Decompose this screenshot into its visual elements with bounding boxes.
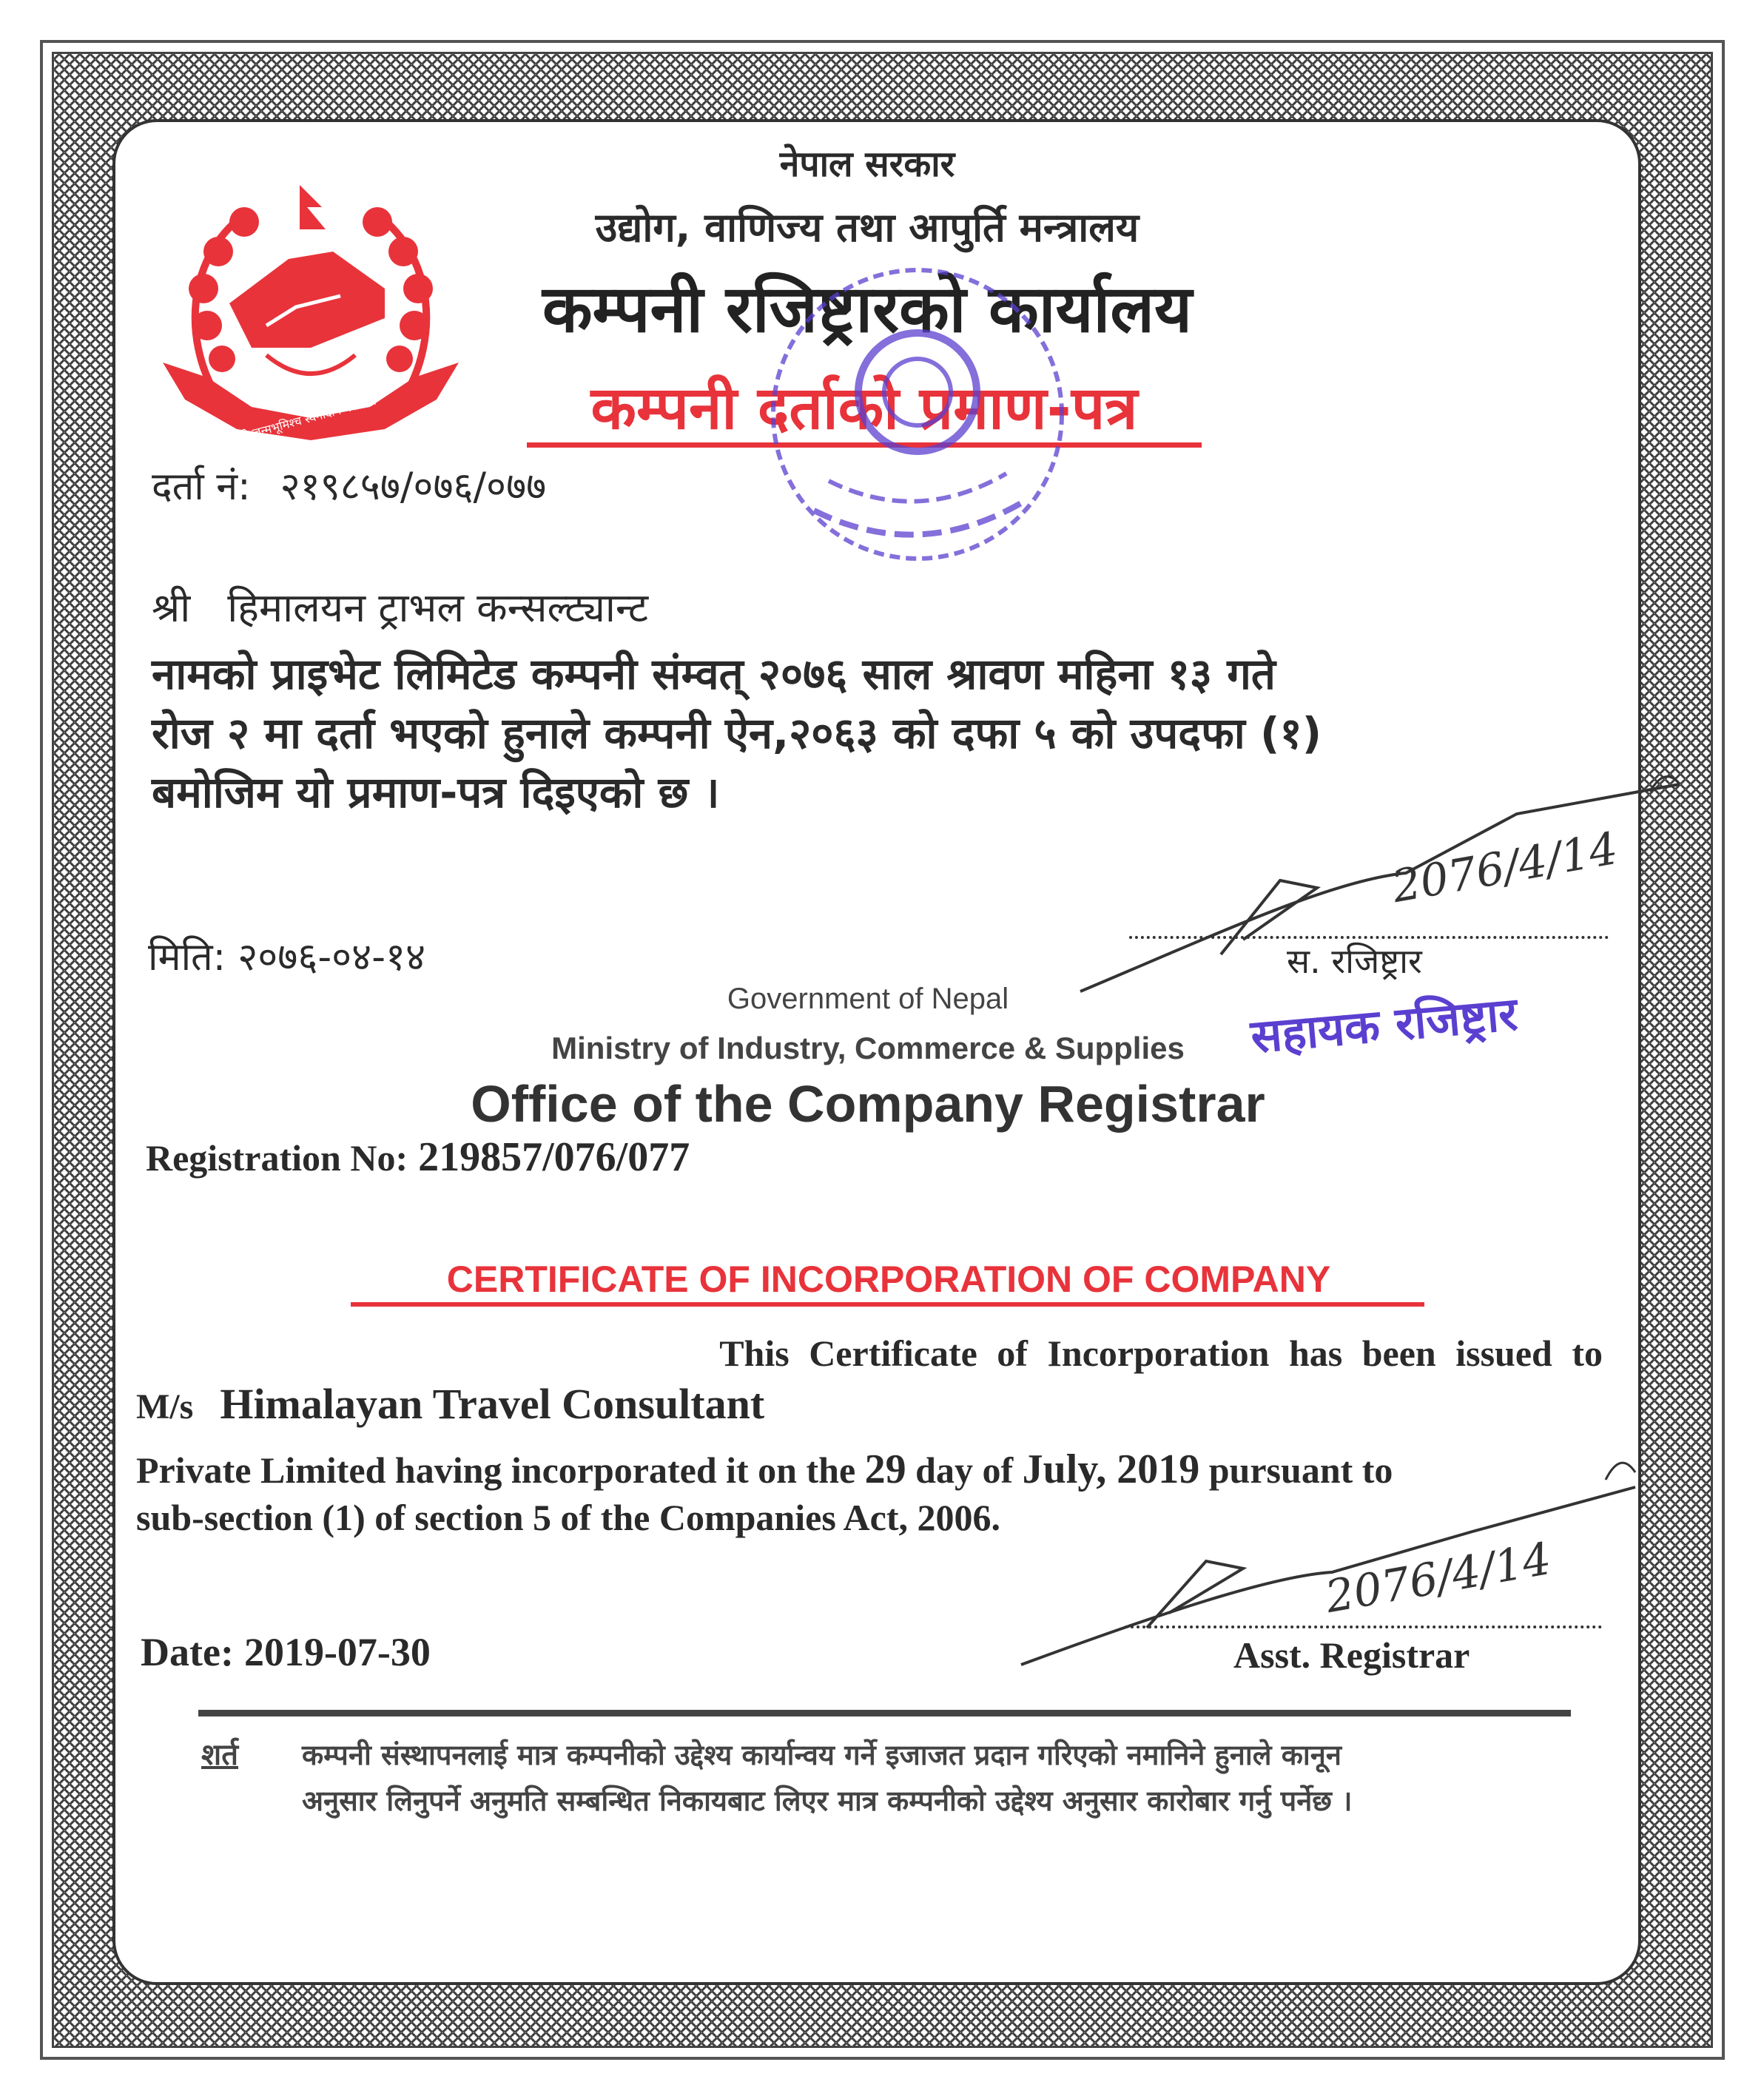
nepali-registration-row	[152, 466, 546, 508]
registrar-stamp: सहायक रजिष्ट्रार	[1248, 986, 1520, 1064]
english-office-heading: Office of the Company Registrar	[471, 1075, 1265, 1133]
english-name-row	[136, 1381, 764, 1428]
nepali-registration-label: दर्ता नं:	[152, 465, 251, 509]
nepali-body-line-3: बमोजिम यो प्रमाण-पत्र दिइएको छ ।	[152, 767, 720, 818]
body-text-b: day of	[915, 1449, 1014, 1491]
nepali-certificate-title: कम्पनी दर्ताको प्रमाण-पत्र	[590, 374, 1138, 442]
body-text-a: Private Limited having incorporated it on the	[136, 1449, 856, 1491]
english-ministry-heading: Ministry of Industry, Commerce & Supplies	[551, 1031, 1185, 1065]
conditions-label: शर्त	[201, 1738, 238, 1772]
bottom-signature-line	[1125, 1625, 1602, 1628]
english-date-row	[141, 1631, 431, 1674]
nepali-shri: श्री	[152, 584, 191, 631]
issued-to-text: This Certificate of Incorporation has been issued to	[719, 1332, 1603, 1374]
conditions-line-1: कम्पनी संस्थापनलाई मात्र कम्पनीको उद्देश्य कार्यान्वय गर्ने इजाजत प्रदान गरिएको नमानिने हुनाले कानून	[302, 1739, 1341, 1771]
emblem-motto: जननी जन्मभूमिश्च स्वर्गादपि गरीयसी	[223, 393, 378, 448]
nepali-office-heading: कम्पनी रजिष्ट्रारको कार्यालय	[542, 271, 1193, 347]
office-seal-stamp-icon	[762, 259, 1073, 570]
english-date: 2019-07-30	[243, 1630, 431, 1674]
nepali-ministry-heading: उद्योग, वाणिज्य तथा आपुर्ति मन्त्रालय	[595, 204, 1139, 251]
english-date-label: Date:	[141, 1630, 234, 1674]
body-text-c: pursuant to	[1208, 1449, 1393, 1491]
nepali-company-name: हिमालयन ट्राभल कन्सल्ट्यान्ट	[227, 584, 649, 631]
nepali-government-heading: नेपाल सरकार	[779, 144, 955, 185]
nepali-registration-number: २१९८५७/०७६/०७७	[280, 465, 547, 509]
english-body-line-2: sub-section (1) of section 5 of the Companies Act, 2006.	[136, 1497, 1000, 1538]
english-company-name: Himalayan Travel Consultant	[220, 1380, 765, 1428]
nepali-name-row	[152, 586, 648, 630]
english-certificate-title: CERTIFICATE OF INCORPORATION OF COMPANY	[446, 1259, 1331, 1300]
nepali-registrar-title: स. रजिष्ट्रार	[1287, 941, 1422, 981]
english-registration-row	[146, 1135, 690, 1181]
top-signature-line	[1129, 936, 1609, 939]
english-registrar-title: Asst. Registrar	[1233, 1634, 1470, 1676]
nepali-date: २०७६-०४-१४	[238, 935, 426, 980]
bottom-handwritten-date: 2076/4/14	[1322, 1532, 1555, 1624]
top-handwritten-date: 2076/4/14	[1388, 822, 1622, 914]
incorporation-day: 29	[864, 1446, 906, 1492]
nepali-body-line-1: नामको प्राइभेट लिमिटेड कम्पनी संम्वत् २०७६ साल श्रावण महिना १३ गते	[152, 649, 1276, 699]
english-title-underline	[351, 1302, 1424, 1307]
conditions-line-2: अनुसार लिनुपर्ने अनुमति सम्बन्धित निकायबाट लिएर मात्र कम्पनीको उद्देश्य अनुसार कारोबार गर्नु पर्नेछ ।	[302, 1785, 1353, 1817]
nepal-emblem-icon	[163, 178, 459, 444]
english-government-heading: Government of Nepal	[727, 983, 1009, 1015]
nepali-date-row	[148, 937, 425, 979]
nepali-date-label: मिति:	[148, 935, 226, 980]
incorporation-month-year: July, 2019	[1022, 1446, 1200, 1492]
english-registration-label: Registration No:	[146, 1137, 408, 1179]
ms-prefix: M/s	[136, 1387, 194, 1426]
english-registration-number: 219857/076/077	[418, 1134, 690, 1180]
conditions-divider	[198, 1710, 1571, 1716]
nepali-body-line-2: रोज २ मा दर्ता भएको हुनाले कम्पनी ऐन,२०६३ को दफा ५ को उपदफा (१)	[152, 708, 1322, 758]
